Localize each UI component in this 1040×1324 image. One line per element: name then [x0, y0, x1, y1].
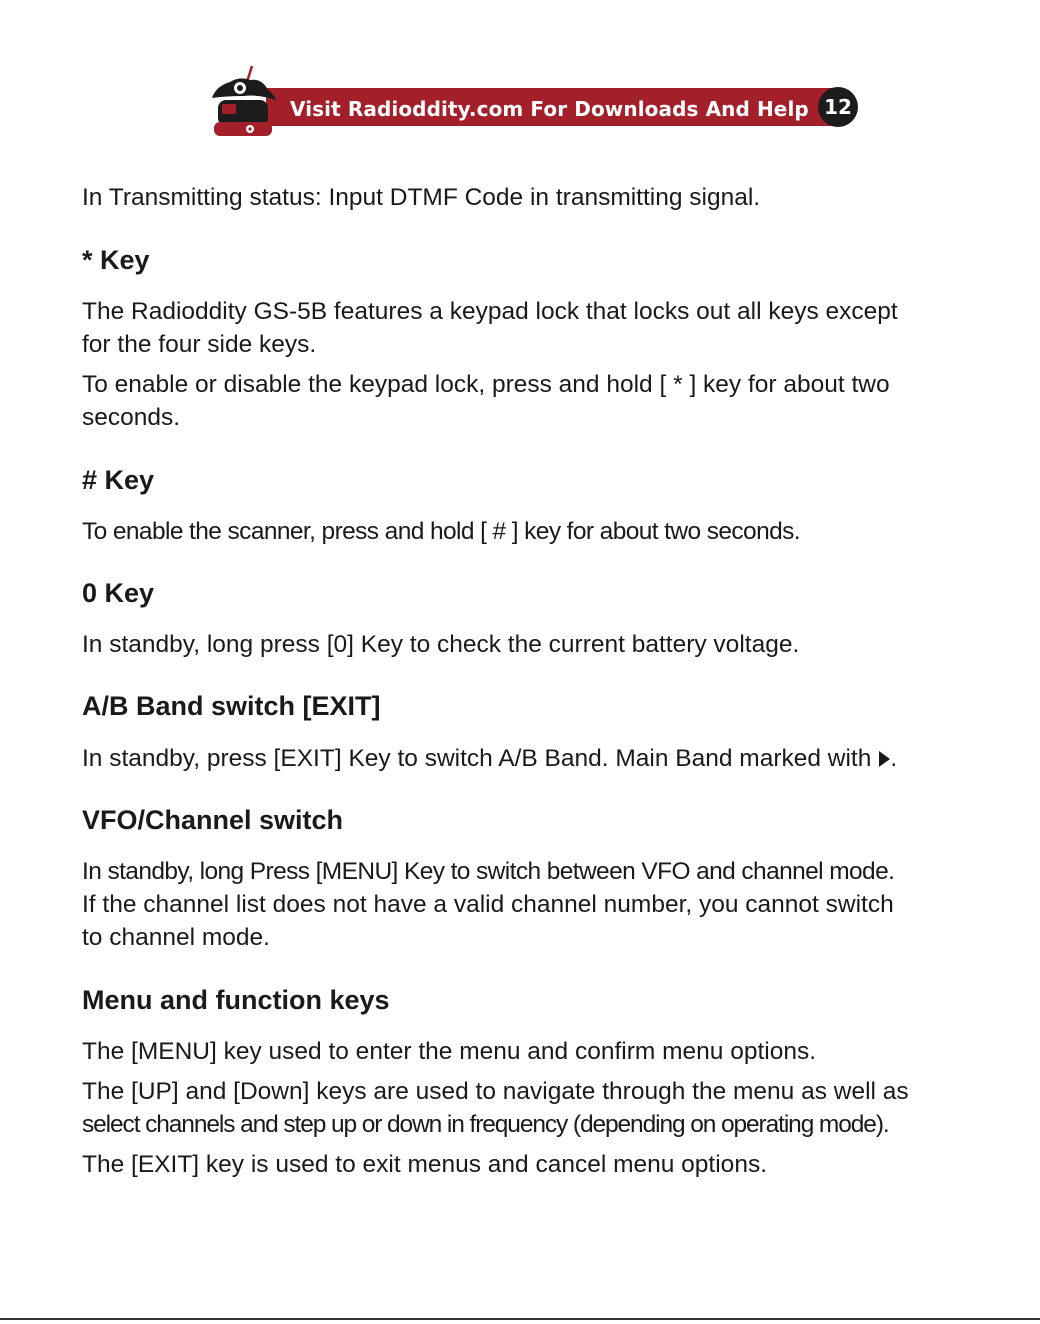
menu-paragraph-1: The [MENU] key used to enter the menu and confirm menu options.: [82, 1038, 817, 1065]
page-number-badge: 12: [818, 87, 858, 127]
intro-paragraph: In Transmitting status: Input DTMF Code in transmitting signal.: [82, 184, 761, 211]
menu-paragraph-3: The [EXIT] key is used to exit menus and cancel menu options.: [82, 1151, 767, 1178]
vfo-paragraph-line-2: If the channel list does not have a valid channel number, you cannot switch: [82, 891, 894, 918]
menu-paragraph-2-line-1: The [UP] and [Down] keys are used to navigate through the menu as well as: [82, 1078, 909, 1105]
star-key-paragraph-1-line-1: The Radioddity GS-5B features a keypad lock that locks out all keys except: [82, 298, 898, 325]
ab-band-paragraph-period: .: [890, 745, 898, 772]
section-heading-star-key: * Key: [82, 245, 150, 275]
bottom-rule: [0, 1318, 1040, 1320]
vfo-paragraph-line-3: to channel mode.: [82, 924, 270, 951]
ab-band-paragraph: [82, 742, 897, 775]
star-key-paragraph-1-line-2: for the four side keys.: [82, 331, 317, 358]
vfo-paragraph-line-1: In standby, long Press [MENU] Key to switch between VFO and channel mode.: [82, 858, 895, 885]
menu-paragraph-2-line-2: select channels and step up or down in frequency (depending on operating mode).: [82, 1111, 889, 1138]
section-heading-vfo-channel: VFO/Channel switch: [82, 805, 344, 835]
section-heading-hash-key: # Key: [82, 465, 155, 495]
hash-key-paragraph: To enable the scanner, press and hold [ # ] key for about two seconds.: [82, 518, 800, 545]
triangle-right-icon: [879, 751, 890, 767]
zero-key-paragraph: In standby, long press [0] Key to check the current battery voltage.: [82, 631, 800, 658]
section-heading-menu-function-keys: Menu and function keys: [82, 985, 390, 1015]
star-key-paragraph-2-line-2: seconds.: [82, 404, 181, 431]
section-heading-zero-key: 0 Key: [82, 578, 155, 608]
page-header: [210, 66, 862, 138]
pirate-radio-mascot-icon: [210, 66, 280, 138]
section-heading-ab-band: A/B Band switch [EXIT]: [82, 691, 381, 721]
star-key-paragraph-2-line-1: To enable or disable the keypad lock, press and hold [ * ] key for about two: [82, 371, 890, 398]
banner-text: Visit Radioddity.com For Downloads And Help: [290, 97, 809, 121]
ab-band-paragraph-text: In standby, press [EXIT] Key to switch A/B Band. Main Band marked with: [82, 745, 872, 772]
